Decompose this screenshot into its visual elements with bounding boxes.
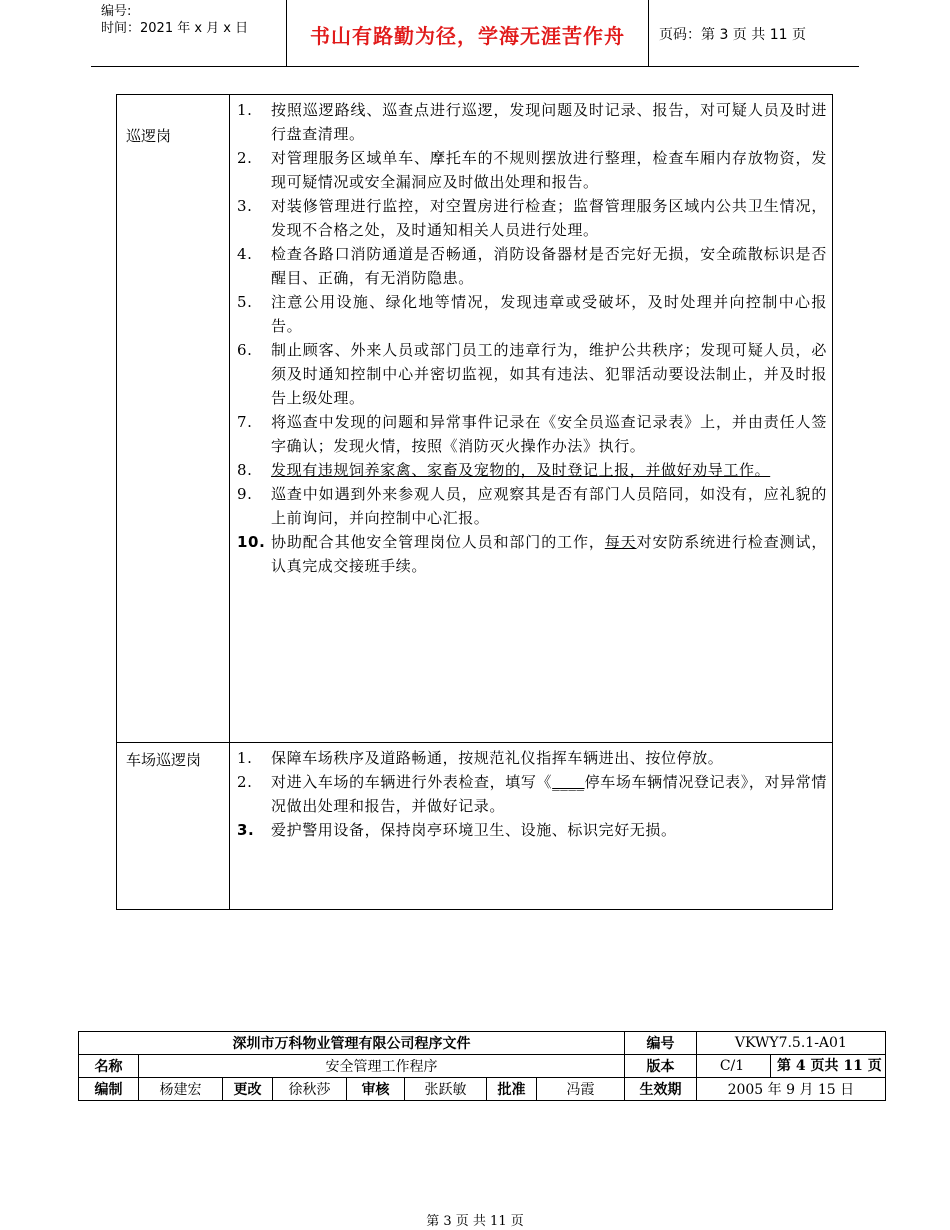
company-name: 深圳市万科物业管理有限公司程序文件 [79,1032,625,1055]
list-item: 5. 注意公用设施、绿化地等情况，发现违章或受破坏，及时处理并向控制中心报告。 [237,293,827,335]
doc-page-value: 第 4 页共 11 页 [777,1058,882,1074]
editor-value: 杨建宏 [139,1078,223,1101]
list-item: 4. 检查各路口消防通道是否畅通，消防设备器材是否完好无损，安全疏散标识是否醒目、正确，有无消防隐患。 [237,245,827,287]
list-item: 3. 对装修管理进行监控，对空置房进行检查；监督管理服务区域内公共卫生情况，发现不合格之处，及时通知相关人员进行处理。 [237,197,827,239]
header-divider [648,0,649,66]
duty-table [116,94,833,910]
list-item: 1. 按照巡逻路线、巡查点进行巡逻，发现问题及时记录、报告，对可疑人员及时进行盘查清理。 [237,101,827,143]
version-value: C/1 [719,1058,745,1074]
header-motto: 书山有路勤为径，学海无涯苦作舟 [310,24,625,48]
doc-name-value: 安全管理工作程序 [139,1055,625,1078]
patrol-duty-list [237,98,827,578]
page-header [91,0,859,67]
header-time-label: 时间：2021 年 x 月 x 日 [101,21,249,36]
list-item: 7. 将巡查中发现的问题和异常事件记录在《安全员巡查记录表》上，并由责任人签字确认；发现火情，按照《消防灭火操作办法》执行。 [237,413,827,455]
list-item: 2. 对进入车场的车辆进行外表检查，填写《____停车场车辆情况登记表》，对异常情况做出处理和报告，并做好记录。 [237,773,827,815]
approve-value: 冯霞 [537,1078,625,1101]
footer-page-number: 第 3 页 共 11 页 [426,1214,524,1229]
doc-name-label: 名称 [79,1055,139,1078]
version-and-page [697,1055,886,1078]
list-item: 2. 对管理服务区域单车、摩托车的不规则摆放进行整理，检查车厢内存放物资，发现可疑情况或安全漏洞应及时做出处理和报告。 [237,149,827,191]
review-label: 审核 [347,1078,405,1101]
effective-date-label: 生效期 [625,1078,697,1101]
list-item: 6. 制止顾客、外来人员或部门员工的违章行为，维护公共秩序；发现可疑人员，必须及时通知控制中心并密切监视，如其有违法、犯罪活动要设法制止，并及时报告上级处理。 [237,341,827,407]
approve-label: 批准 [487,1078,537,1101]
cell-divider [770,1055,771,1077]
table-column-divider [229,95,230,909]
list-item: 9. 巡查中如遇到外来参观人员，应观察其是否有部门人员陪同，如没有，应礼貌的上前询问，并向控制中心汇报。 [237,485,827,527]
role-patrol: 巡逻岗 [126,127,172,145]
document-info-table [78,1031,886,1101]
header-page-label: 页码：第 3 页 共 11 页 [659,27,806,43]
list-item: 10. 协助配合其他安全管理岗位人员和部门的工作，每天对安防系统进行检查测试，认真完成交接班手续。 [237,533,828,575]
list-item: 3. 爱护警用设备，保持岗亭环境卫生、设施、标识完好无损。 [237,821,677,839]
version-label: 版本 [625,1055,697,1078]
parking-duty-list [237,746,827,842]
header-number-label: 编号: [101,4,132,19]
change-label: 更改 [223,1078,273,1101]
list-item: 1. 保障车场秩序及道路畅通，按规范礼仪指挥车辆进出、按位停放。 [237,749,724,767]
change-value: 徐秋莎 [273,1078,347,1101]
table-row-divider [117,742,832,743]
header-meta [101,3,248,37]
effective-date-value: 2005 年 9 月 15 日 [697,1078,886,1101]
doc-number-value: VKWY7.5.1-A01 [697,1032,886,1055]
list-item: 8. 发现有违规饲养家禽、家畜及宠物的，及时登记上报，并做好劝导工作。 [237,461,771,479]
doc-number-label: 编号 [625,1032,697,1055]
role-parking-patrol: 车场巡逻岗 [126,751,202,769]
editor-label: 编制 [79,1078,139,1101]
review-value: 张跃敏 [405,1078,487,1101]
